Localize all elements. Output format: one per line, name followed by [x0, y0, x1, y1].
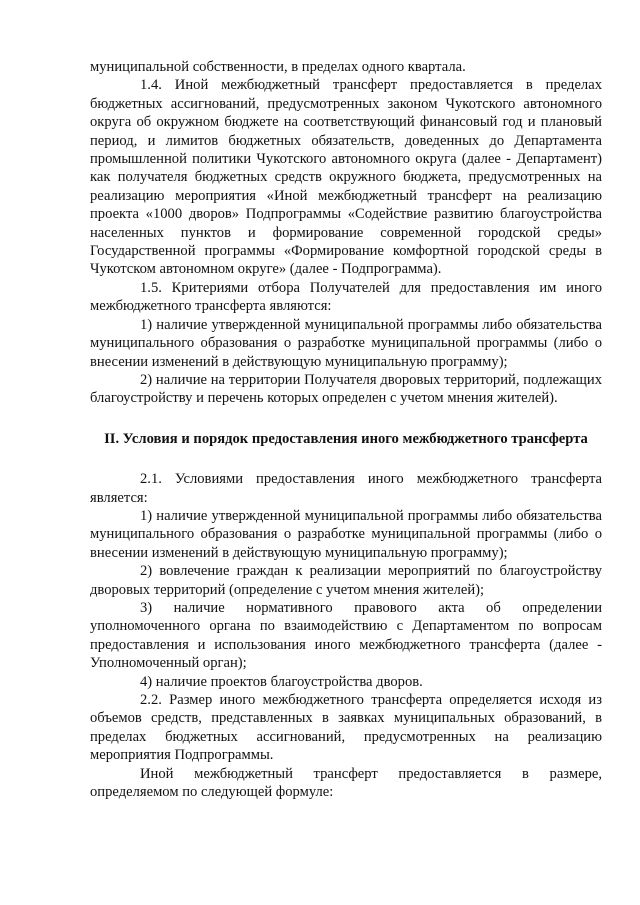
paragraph-2-2: 2.2. Размер иного межбюджетного трансферта определяется исходя из объемов средств, представленных в заявках муниципальных образований, в пределах бюджетных ассигнований, предусмотренных на реализацию мероприятия Подпрограммы.	[90, 692, 602, 764]
section-heading: II. Условия и порядок предоставления иного межбюджетного трансферта	[104, 430, 588, 447]
condition-item-4: 4) наличие проектов благоустройства дворов.	[140, 673, 423, 690]
criteria-item-1: 1) наличие утвержденной муниципальной программы либо обязательства муниципального образования о разработке муниципальной программы (либо о внесении изменений в действующую муниципальную программу);	[90, 316, 602, 370]
condition-item-1: 1) наличие утвержденной муниципальной программы либо обязательства муниципального образования о разработке муниципальной программы (либо о внесении изменений в действующую муниципальную программу);	[90, 507, 602, 561]
paragraph-1-4: 1.4. Иной межбюджетный трансферт предоставляется в пределах бюджетных ассигнований, предусмотренных законом Чукотского автономного округа об окружном бюджете на соответствующий финансовый год и плановый период, и лимитов бюджетных обязательств, доведенных до Департамента промышленной политики Чукотского автономного округа (далее - Департамент) как получателя бюджетных средств окружного бюджета, предусмотренных на реализацию мероприятия «Иной межбюджетный трансферт на реализацию проекта «1000 дворов» Подпрограммы «Содействие развитию благоустройства населенных пунктов и формирование современной городской среды» Государственной программы «Формирование комфортной городской среды в Чукотском автономном округе» (далее - Подпрограмма).	[90, 77, 602, 278]
spacer	[90, 448, 602, 470]
formula-intro: Иной межбюджетный трансферт предоставляется в размере, определяемом по следующей формуле:	[90, 765, 602, 801]
spacer	[90, 408, 602, 430]
paragraph-1-5: 1.5. Критериями отбора Получателей для предоставления им иного межбюджетного трансферта являются:	[90, 279, 602, 315]
paragraph-continuation: муниципальной собственности, в пределах одного квартала.	[90, 59, 466, 75]
paragraph-2-1: 2.1. Условиями предоставления иного межбюджетного трансферта является:	[90, 471, 602, 506]
criteria-item-2: 2) наличие на территории Получателя дворовых территорий, подлежащих благоустройству и перечень которых определен с учетом мнения жителей).	[90, 371, 602, 407]
condition-item-2: 2) вовлечение граждан к реализации мероприятий по благоустройству дворовых территорий (определение с учетом мнения жителей);	[90, 563, 602, 598]
condition-item-3: 3) наличие нормативного правового акта об определении уполномоченного органа по взаимодействию с Департаментом по вопросам предоставления и использования иного межбюджетного трансферта (далее - Уполномоченный орган);	[90, 599, 602, 672]
